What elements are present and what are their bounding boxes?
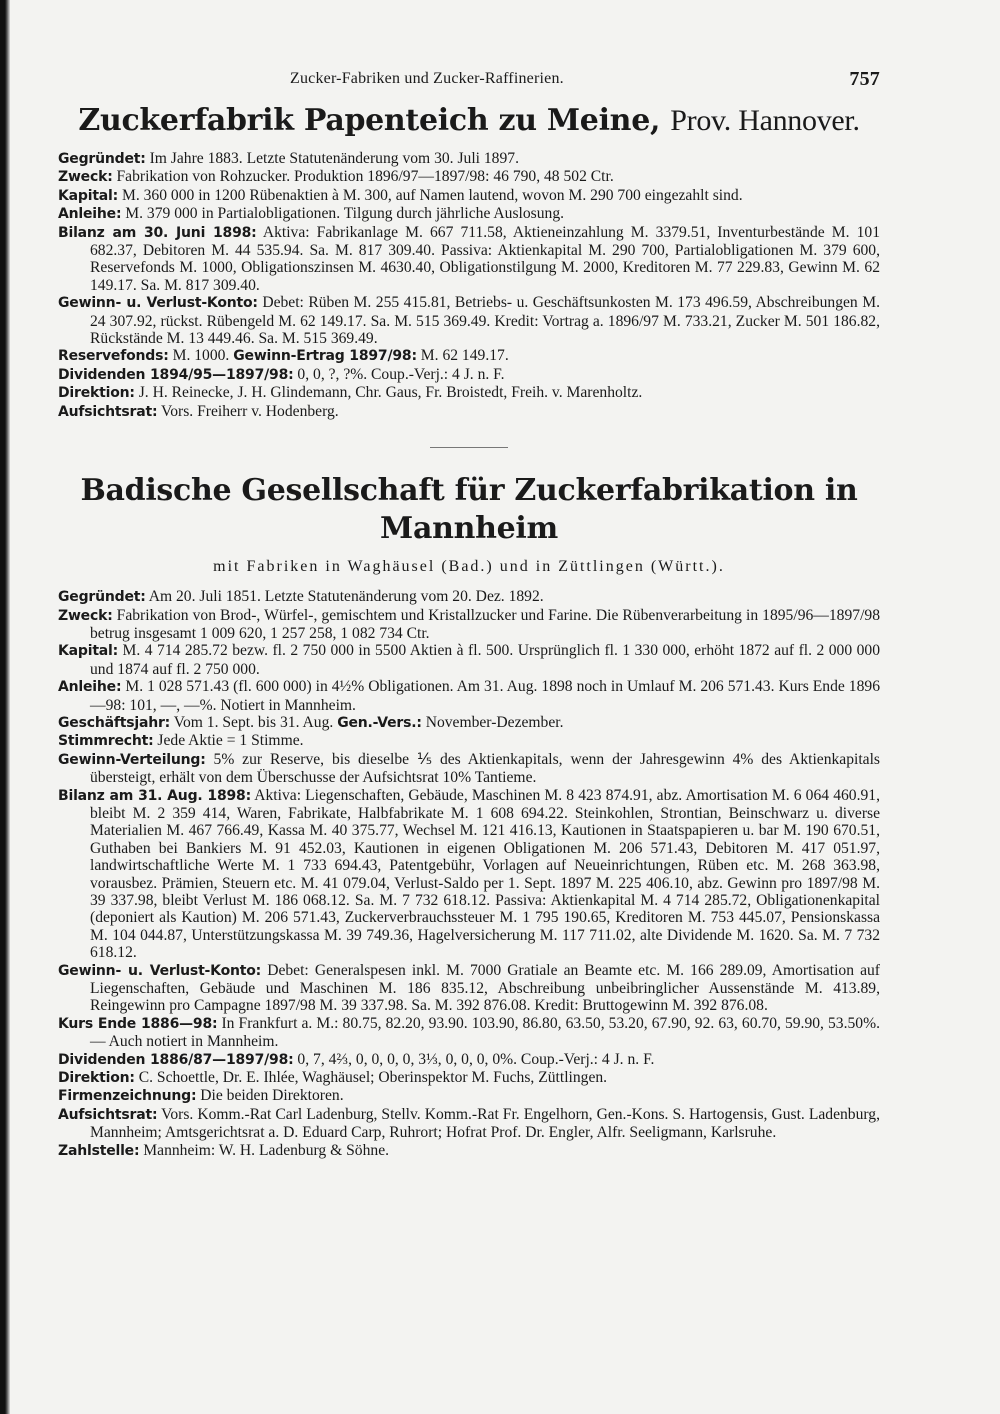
entry-label: Gewinn-Verteilung: — [58, 751, 206, 768]
entry-text: Fabrikation von Brod-, Würfel-, gemischtem und Kristallzucker und Farine. Die Rübenverarbeitung in 1895/96—1897/98 betrug insgesamt 1 009 620, 1 257 258, 1 082 734 Ctr. — [90, 606, 880, 642]
entry-reservefonds — [58, 347, 880, 365]
entry-label: Dividenden 1894/95—1897/98: — [58, 366, 294, 383]
running-head — [58, 64, 880, 94]
entry-text: Mannheim: W. H. Ladenburg & Söhne. — [143, 1141, 390, 1159]
entry-text: J. H. Reinecke, J. H. Glindemann, Chr. Gaus, Fr. Broistedt, Freih. v. Marenholtz. — [138, 384, 643, 402]
entry-text-secondary: M. 62 149.17. — [420, 347, 509, 365]
entry-dividenden — [58, 1051, 880, 1069]
entry-text: 0, 0, ?, ?%. Coup.-Verj.: 4 J. n. F. — [297, 365, 505, 383]
entry-text: Aktiva: Liegenschaften, Gebäude, Maschinen M. 8 423 874.91, abz. Amortisation M. 6 064 460.91, bleibt M. 2 359 414, Waren, Fabrikate, Halbfabrikate M. 1 608 694.22. Steinkohlen, Strontian, Beinschwarz u. diverse Materialien M. 467 766.49, Kassa M. 40 375.77, Wechsel M. 121 416.13, Kautionen in Staatspapieren u. bar M. 190 670.51, Guthaben bei Bankiers M. 91 452.03, Kautionen in eigenen Obligationen M. 206 571.43, Debitoren M. 417 051.97, landwirtschaftliche Werte M. 1 733 694.43, Patentgebühr, Vorlagen auf Neueinrichtungen, Rüben etc. M. 268 363.98, vorausbez. Prämien, Steuern etc. M. 41 079.04, Verlust-Saldo per 1. Sept. 1897 M. 225 406.10, abz. Gewinn pro 1897/98 M. 39 337.98, bleibt Verlust M. 186 068.12. Sa. M. 7 732 618.12. Passiva: Aktienkapital M. 4 714 285.72, Obligationenkapital (deponiert als Kaution) M. 206 571.43, Zuckerverbrauchssteuer M. 1 795 190.65, Kreditoren M. 753 445.07, Pensionskassa M. 104 044.87, Unterstützungskassa M. 39 749.36, Hagelversicherung M. 117 711.02, alte Dividende M. 1620. Sa. M. 7 732 618.12. — [90, 786, 880, 962]
entry-text: Vors. Komm.-Rat Carl Ladenburg, Stellv. Komm.-Rat Fr. Engelhorn, Gen.-Kons. S. Hartogensis, Gust. Ladenburg, Mannheim; Amtsgerichtsrat a. D. Eduard Carp, Ruhrort; Hofrat Prof. Dr. Engler, Alfr. Seeligmann, Karlsruhe. — [90, 1105, 880, 1142]
entry-label: Zweck: — [58, 607, 113, 624]
entry-text: M. 4 714 285.72 bezw. fl. 2 750 000 in 5500 Aktien à fl. 500. Ursprünglich fl. 1 330 000, erhöht 1872 auf fl. 2 000 000 und 1874 auf fl. 2 750 000. — [90, 642, 880, 678]
entry-geschaeftsjahr — [58, 714, 880, 732]
entry-dividenden — [58, 366, 880, 384]
entry-text: M. 360 000 in 1200 Rübenaktien à M. 300, auf Namen lautend, wovon M. 290 700 eingezahlt sind. — [121, 186, 743, 204]
entry-gewinn-verlust — [58, 962, 880, 1015]
entry-label: Aufsichtsrat: — [58, 403, 158, 420]
running-head-title: Zucker-Fabriken und Zucker-Raffinerien. — [290, 70, 564, 87]
entry-text: Am 20. Juli 1851. Letzte Statutenänderung vom 20. Dez. 1892. — [148, 588, 544, 606]
page-number: 757 — [849, 68, 880, 90]
entry-anleihe — [58, 205, 880, 223]
entry-label: Geschäftsjahr: — [58, 714, 171, 731]
entry-label: Dividenden 1886/87—1897/98: — [58, 1051, 294, 1068]
entry-bilanz — [58, 224, 880, 295]
section1-title — [58, 102, 880, 140]
entry-label: Aufsichtsrat: — [58, 1106, 158, 1123]
entry-text: In Frankfurt a. M.: 80.75, 82.20, 93.90. 103.90, 86.80, 63.50, 53.20, 67.90, 92. 63, 60.70, 59.90, 53.50%. — Auch notiert in Mannheim. — [90, 1014, 880, 1051]
entry-label: Gewinn- u. Verlust-Konto: — [58, 962, 262, 979]
entry-label: Reservefonds: — [58, 348, 169, 365]
entry-zweck — [58, 168, 880, 186]
entry-text: M. 379 000 in Partialobligationen. Tilgung durch jährliche Auslosung. — [125, 205, 565, 223]
entry-anleihe — [58, 678, 880, 714]
section-divider — [430, 447, 508, 448]
section1-title-suffix: Prov. Hannover. — [670, 104, 860, 137]
entry-text: Die beiden Direktoren. — [200, 1087, 344, 1105]
entry-gewinn-verlust — [58, 294, 880, 347]
entry-label: Anleihe: — [58, 206, 122, 223]
entry-label: Zweck: — [58, 169, 113, 186]
section1-title-main: Zuckerfabrik Papenteich zu Meine, — [78, 103, 661, 138]
entry-label: Bilanz am 30. Juni 1898: — [58, 224, 257, 241]
section2-subtitle: mit Fabriken in Waghäusel (Bad.) und in Züttlingen (Württ.). — [213, 558, 725, 576]
entry-label-secondary: Gewinn-Ertrag 1897/98: — [233, 348, 417, 365]
entry-label: Kapital: — [58, 187, 119, 204]
entry-zahlstelle — [58, 1142, 880, 1160]
entry-text: Debet: Generalspesen inkl. M. 7000 Gratiale an Beamte etc. M. 166 289.09, Amortisation auf Liegenschaften, Gebäude und Maschinen M. 186 835.12, Abschreibung unbeibringlicher Aussenstände M. 413.89, Reingewinn pro Campagne 1897/98 M. 39 337.98. Sa. M. 392 876.08. Kredit: Bruttogewinn M. 392 876.08. — [90, 961, 881, 1015]
entry-label: Anleihe: — [58, 679, 122, 696]
entry-text: 0, 7, 4⅔, 0, 0, 0, 0, 3⅓, 0, 0, 0, 0%. Coup.-Verj.: 4 J. n. F. — [297, 1050, 655, 1068]
entry-label: Direktion: — [58, 1070, 135, 1087]
entry-text: M. 1000. — [172, 347, 230, 365]
entry-label: Firmenzeichnung: — [58, 1088, 197, 1105]
entry-gegruendet — [58, 588, 880, 606]
entry-aufsichtsrat — [58, 403, 880, 421]
section2-title: Badische Gesellschaft für Zuckerfabrikation in Mannheim — [80, 473, 858, 547]
entry-gewinn-verteilung — [58, 751, 880, 787]
entry-text: Vom 1. Sept. bis 31. Aug. — [173, 713, 334, 731]
entry-label: Direktion: — [58, 385, 135, 402]
entry-label: Stimmrecht: — [58, 733, 154, 750]
entry-text: C. Schoettle, Dr. E. Ihlée, Waghäusel; Oberinspektor M. Fuchs, Züttlingen. — [138, 1069, 608, 1087]
entry-text: Vors. Freiherr v. Hodenberg. — [160, 402, 339, 420]
entry-text: M. 1 028 571.43 (fl. 600 000) in 4½% Obligationen. Am 31. Aug. 1898 noch in Umlauf M. 206 571.43. Kurs Ende 1896—98: 101, —, —%. Notiert in Mannheim. — [90, 678, 880, 714]
entry-gegruendet — [58, 150, 880, 168]
entry-text: Fabrikation von Rohzucker. Produktion 1896/97—1897/98: 46 790, 48 502 Ctr. — [116, 168, 614, 186]
entry-label: Zahlstelle: — [58, 1142, 140, 1159]
entry-label: Kurs Ende 1886—98: — [58, 1015, 218, 1032]
entry-direktion — [58, 384, 880, 402]
entry-zweck — [58, 607, 880, 643]
entry-label-secondary: Gen.-Vers.: — [337, 714, 422, 731]
entry-text-secondary: November-Dezember. — [425, 713, 564, 731]
entry-label: Kapital: — [58, 643, 119, 660]
entry-label: Gegründet: — [58, 589, 146, 606]
page — [58, 64, 880, 1160]
entry-label: Gewinn- u. Verlust-Konto: — [58, 295, 258, 312]
entry-direktion — [58, 1069, 880, 1087]
scan-edge — [0, 0, 10, 1414]
entry-text: Im Jahre 1883. Letzte Statutenänderung vom 30. Juli 1897. — [149, 150, 519, 167]
entry-label: Gegründet: — [58, 151, 146, 167]
entry-stimmrecht — [58, 732, 880, 750]
entry-text: Debet: Rüben M. 255 415.81, Betriebs- u. Geschäftsunkosten M. 173 496.59, Abschreibungen M. 24 307.92, rückst. Rübengeld M. 62 149.17. Sa. M. 515 369.49. Kredit: Vortrag a. 1896/97 M. 733.21, Zucker M. 501 186.82, Rückstände M. 13 449.46. Sa. M. 515 369.49. — [90, 294, 880, 348]
entry-label: Bilanz am 31. Aug. 1898: — [58, 787, 251, 804]
entry-text: Jede Aktie = 1 Stimme. — [157, 732, 304, 750]
entry-text: 5% zur Reserve, bis dieselbe ⅕ des Aktienkapitals, wenn der Jahresgewinn 4% des Aktienkapitals übersteigt, erhält von dem Überschusse der Aufsichtsrat 10% Tantieme. — [90, 750, 880, 787]
entry-text: Aktiva: Fabrikanlage M. 667 711.58, Aktieneinzahlung M. 3379.51, Inventurbestände M. 101 682.37, Debitoren M. 44 535.94. Sa. M. 817 309.40. Passiva: Aktienkapital M. 290 700, Partialobligationen M. 379 600, Reservefonds M. 1000, Obligationszinsen M. 4630.40, Obligationstilgung M. 2000, Kreditoren M. 77 229.83, Gewinn M. 62 149.17. Sa. M. 817 309.40. — [90, 223, 880, 294]
entry-firmenzeichnung — [58, 1087, 880, 1105]
entry-aufsichtsrat — [58, 1106, 880, 1142]
entry-kurs — [58, 1015, 880, 1051]
entry-kapital — [58, 642, 880, 678]
entry-kapital — [58, 187, 880, 205]
entry-bilanz — [58, 787, 880, 962]
